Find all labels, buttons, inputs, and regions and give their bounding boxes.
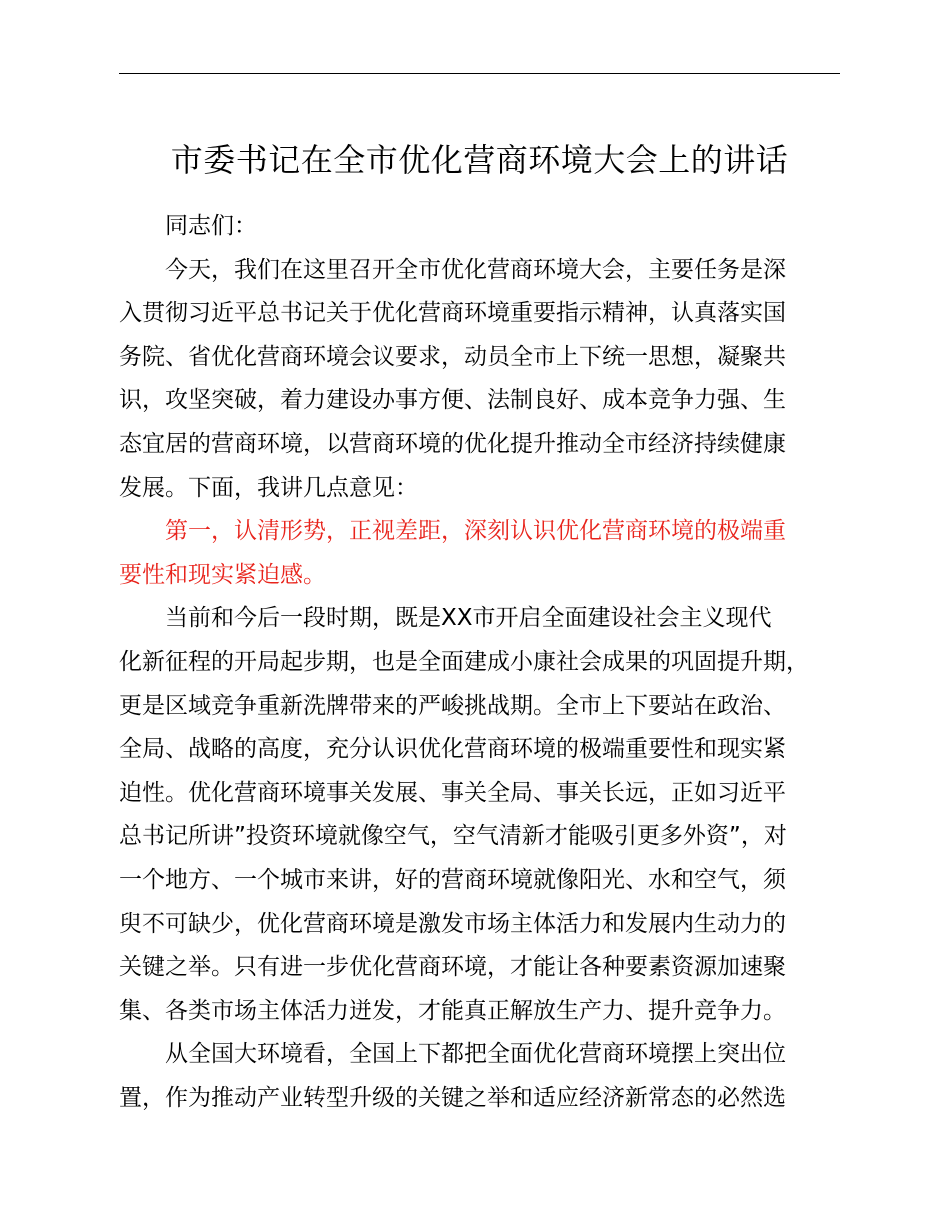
- heading-line: 第一，认清形势，正视差距，深刻认识优化营商环境的极端重: [165, 518, 786, 545]
- header-rule: [119, 73, 840, 74]
- text-line: 臾不可缺少，优化营商环境是激发市场主体活力和发展内生动力的: [119, 910, 786, 937]
- section-heading-1: [119, 510, 840, 597]
- text-line: 发展。下面，我讲几点意见：: [119, 474, 418, 501]
- intro-paragraph: [119, 249, 840, 511]
- text-line: 关键之举。只有进一步优化营商环境，才能让各种要素资源加速聚: [119, 954, 786, 981]
- body-paragraph-national: [119, 1033, 840, 1120]
- text-line: 化新征程的开局起步期，也是全面建成小康社会成果的巩固提升期，: [119, 648, 809, 675]
- text-line: 入贯彻习近平总书记关于优化营商环境重要指示精神，认真落实国: [119, 300, 786, 327]
- text-line: 今天，我们在这里召开全市优化营商环境大会，主要任务是深: [165, 256, 786, 283]
- text-line: 态宜居的营商环境，以营商环境的优化提升推动全市经济持续健康: [119, 430, 786, 457]
- text-line: 更是区域竞争重新洗牌带来的严峻挑战期。全市上下要站在政治、: [119, 692, 786, 719]
- body-paragraph-situation: [119, 597, 840, 1033]
- text-line: 全局、战略的高度，充分认识优化营商环境的极端重要性和现实紧: [119, 736, 786, 763]
- heading-line: 要性和现实紧迫感。: [119, 561, 326, 588]
- text-line: 务院、省优化营商环境会议要求，动员全市上下统一思想，凝聚共: [119, 343, 786, 370]
- document-title: 市委书记在全市优化营商环境大会上的讲话: [170, 141, 789, 179]
- text-line: 识，攻坚突破，着力建设办事方便、法制良好、成本竞争力强、生: [119, 387, 786, 414]
- text-line: 同志们：: [165, 213, 257, 239]
- document-body: [119, 205, 840, 1120]
- text-line: 当前和今后一段时期，既是XX市开启全面建设社会主义现代: [165, 605, 772, 632]
- salutation-paragraph: [119, 205, 840, 249]
- text-line: 一个地方、一个城市来讲，好的营商环境就像阳光、水和空气，须: [119, 866, 786, 893]
- text-line: 集、各类市场主体活力迸发，才能真正解放生产力、提升竞争力。: [119, 997, 786, 1024]
- text-line: 置，作为推动产业转型升级的关键之举和适应经济新常态的必然选: [119, 1084, 786, 1111]
- text-line: 迫性。优化营商环境事关发展、事关全局、事关长远，正如习近平: [119, 779, 786, 806]
- text-line: 总书记所讲”投资环境就像空气，空气清新才能吸引更多外资”，对: [119, 823, 787, 850]
- text-line: 从全国大环境看，全国上下都把全面优化营商环境摆上突出位: [165, 1041, 786, 1068]
